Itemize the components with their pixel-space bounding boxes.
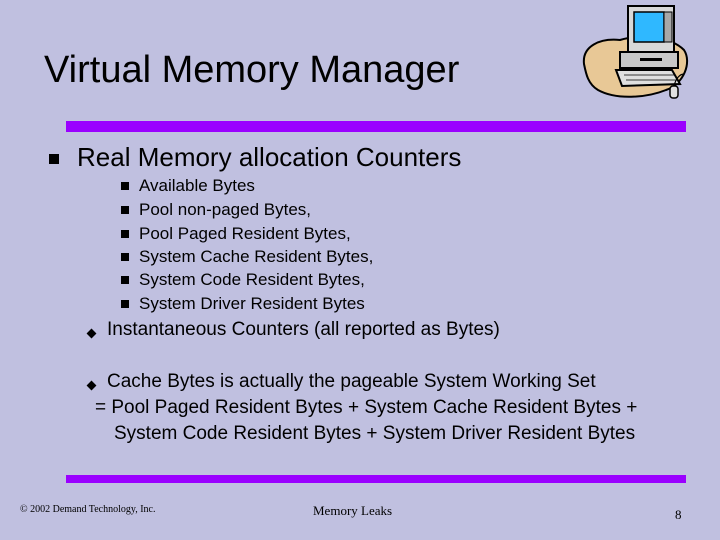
computer-workstation-icon: [580, 4, 692, 104]
sub-bullet-text: Pool Paged Resident Bytes,: [139, 224, 351, 243]
sub-bullet-text: Available Bytes: [139, 176, 255, 195]
diamond-bullet-icon: [87, 381, 97, 391]
square-bullet-icon: [121, 182, 129, 190]
square-bullet-icon: [121, 253, 129, 261]
square-bullet-icon: [121, 276, 129, 284]
square-bullet-icon: [121, 230, 129, 238]
footer-copyright: © 2002 Demand Technology, Inc.: [20, 504, 156, 515]
sub-bullet-text: Pool non-paged Bytes,: [139, 200, 312, 219]
sub-bullet-text: System Cache Resident Bytes,: [139, 247, 374, 266]
square-bullet-icon: [121, 206, 129, 214]
diamond-bullet-text: Cache Bytes is actually the pageable System Working Set: [107, 371, 596, 392]
page-number: 8: [675, 507, 682, 522]
formula-line: System Code Resident Bytes + System Driver Resident Bytes: [114, 423, 636, 444]
square-bullet-icon: [121, 300, 129, 308]
bottom-rule: [66, 475, 686, 483]
diamond-bullet-text: Instantaneous Counters (all reported as Bytes): [107, 319, 500, 340]
diamond-bullet-icon: [87, 329, 97, 339]
sub-bullet-text: System Code Resident Bytes,: [139, 270, 365, 289]
footer-title: Memory Leaks: [313, 503, 393, 518]
square-bullet-icon: [49, 154, 59, 164]
top-rule: [66, 121, 686, 132]
sub-bullet-text: System Driver Resident Bytes: [139, 294, 365, 313]
slide-title: Virtual Memory Manager: [44, 49, 460, 91]
formula-line: = Pool Paged Resident Bytes + System Cache Resident Bytes +: [95, 397, 638, 418]
main-bullet-text: Real Memory allocation Counters: [77, 142, 462, 172]
